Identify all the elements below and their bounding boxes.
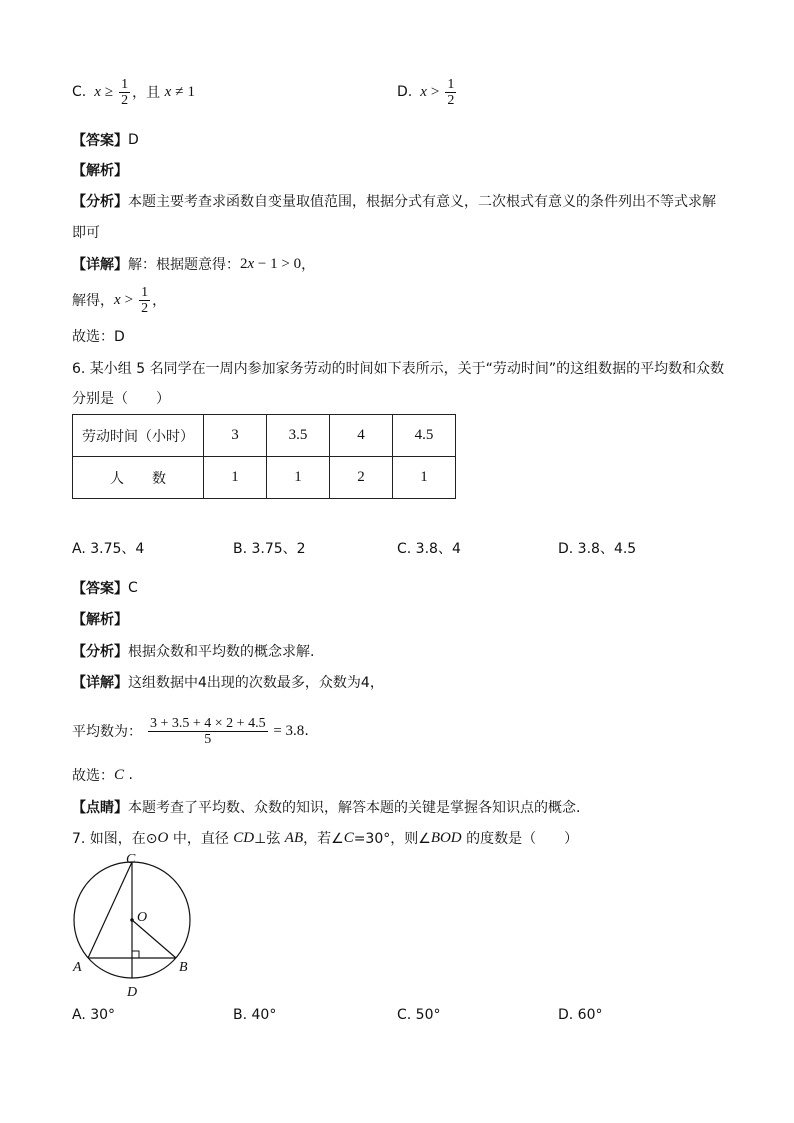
q6-option-d (558, 533, 636, 563)
detail-tag: 【详解】 (72, 257, 128, 273)
mean-fraction (148, 716, 268, 747)
math-operator: > (124, 291, 134, 308)
punctuation: . (124, 767, 133, 783)
question-text: ⊥弦 (254, 831, 285, 847)
q6-mean-calculation (72, 713, 309, 749)
punctuation: . (304, 723, 309, 739)
punctuation: ， (301, 257, 316, 273)
math-variable: x (420, 83, 427, 100)
q6-option-c (397, 533, 461, 563)
q6-analysis (72, 636, 314, 666)
math-operator: ≠ (175, 83, 184, 100)
math-expression: − 1 > 0 (254, 255, 302, 272)
table-cell: 3.5 (267, 415, 330, 457)
question-text: ，若∠ (303, 831, 344, 847)
detail-tag: 【详解】 (72, 675, 128, 691)
q5-detail (72, 249, 315, 279)
math-variable: x (247, 255, 255, 272)
q6-detail (72, 667, 384, 697)
q5-option-d (397, 77, 458, 107)
question-text: 分别是（ ） (72, 391, 170, 407)
math-expression: = 3.8 (269, 722, 305, 739)
q7-option-c (397, 1000, 441, 1030)
fraction (139, 285, 150, 316)
q5-jiexi-heading (72, 155, 128, 185)
table-header-cell: 劳动时间（小时） (73, 415, 204, 457)
punctuation: ， (152, 293, 167, 309)
fraction-denominator: 2 (447, 92, 455, 108)
right-angle-mark (132, 951, 139, 958)
q5-answer (72, 125, 139, 155)
q6-note (72, 792, 580, 822)
answer-tag: 【答案】 (72, 133, 128, 149)
q6-option-a (72, 533, 144, 563)
option-text: B. 40° (233, 1007, 277, 1023)
q6-stem-line-2 (72, 383, 170, 413)
question-text: 7. 如图，在⊙ (72, 831, 158, 847)
question-text: 6. 某小组 5 名同学在一周内参加家务劳动的时间如下表所示，关于“劳动时间”的这组数据的平均数和众数 (72, 361, 725, 377)
math-operator: > (430, 83, 440, 100)
table-row (73, 415, 456, 457)
analysis-tag: 【分析】 (72, 644, 128, 660)
answer-tag: 【答案】 (72, 581, 128, 597)
note-text: 本题考查了平均数、众数的知识，解答本题的关键是掌握各知识点的概念. (128, 800, 581, 816)
label-o: O (137, 910, 148, 925)
table-header-cell: 人 数 (73, 457, 204, 499)
option-text: D. 3.8、4.5 (558, 541, 637, 557)
q5-solve (72, 285, 166, 315)
option-text: C. 3.8、4 (397, 541, 461, 557)
option-text: ，且 (132, 85, 165, 101)
math-variable: BOD (430, 829, 462, 846)
table-cell: 4.5 (393, 415, 456, 457)
fraction (119, 77, 130, 108)
detail-text: 这组数据中4出现的次数最多，众数为4， (128, 675, 384, 691)
q7-option-b (233, 1000, 276, 1030)
q6-stem-line-1 (72, 353, 724, 383)
table-cell: 2 (330, 457, 393, 499)
answer-value: D (128, 132, 139, 148)
math-value: 1 (187, 83, 195, 100)
fraction-numerator: 1 (447, 76, 455, 92)
table-cell: 1 (393, 457, 456, 499)
fraction-numerator: 1 (141, 284, 149, 300)
fraction (445, 77, 456, 108)
fraction-numerator: 3 + 3.5 + 4 × 2 + 4.5 (150, 715, 266, 731)
math-variable: x (114, 291, 121, 308)
math-variable: AB (284, 829, 304, 846)
q5-option-c (72, 77, 195, 107)
option-text: A. 3.75、4 (72, 541, 145, 557)
math-value: 2 (240, 255, 248, 272)
option-text: C. 50° (397, 1007, 441, 1023)
q5-analysis (72, 186, 716, 216)
q6-choose (72, 760, 133, 790)
q5-choose (72, 321, 125, 351)
math-variable: O (157, 829, 169, 846)
jiexi-tag: 【解析】 (72, 612, 128, 628)
answer-value: C (128, 580, 138, 596)
question-text: 中，直径 (168, 831, 234, 847)
fraction-denominator: 5 (148, 731, 268, 747)
q7-option-a (72, 1000, 115, 1030)
q6-answer (72, 573, 138, 603)
math-variable: C (114, 766, 125, 783)
choose-text: 故选：D (72, 329, 125, 345)
jiexi-tag: 【解析】 (72, 163, 128, 179)
question-text: 的度数是（ ） (461, 831, 579, 847)
math-variable: x (164, 83, 172, 100)
circle-geometry-figure (60, 848, 200, 1002)
center-point (130, 918, 134, 922)
q6-jiexi-heading (72, 604, 128, 634)
mean-label: 平均数为： (72, 724, 142, 740)
choose-text: 故选： (72, 768, 114, 784)
analysis-text: 本题主要考查求函数自变量取值范围，根据分式有意义，二次根式有意义的条件列出不等式求解 (128, 194, 716, 210)
label-a: A (73, 960, 82, 975)
math-variable: CD (233, 829, 255, 846)
solve-text: 解得， (72, 293, 114, 309)
table-cell: 4 (330, 415, 393, 457)
analysis-text: 即可 (72, 225, 100, 241)
q6-option-b (233, 533, 306, 563)
detail-text: 解：根据题意得： (128, 257, 240, 273)
table-cell: 1 (267, 457, 330, 499)
question-text: =30°，则∠ (353, 831, 431, 847)
table-cell: 3 (204, 415, 267, 457)
option-label: C. (72, 84, 87, 100)
fraction-numerator: 1 (121, 76, 129, 92)
table-cell: 1 (204, 457, 267, 499)
table-row (73, 457, 456, 499)
analysis-tag: 【分析】 (72, 194, 128, 210)
math-variable: C (343, 829, 354, 846)
analysis-text: 根据众数和平均数的概念求解. (128, 644, 315, 660)
q7-option-d (558, 1000, 603, 1030)
math-operator: ≥ (104, 83, 114, 100)
label-c: C (126, 852, 136, 867)
option-label: D. (397, 84, 413, 100)
q5-analysis-continued (72, 217, 100, 247)
math-variable: x (94, 83, 101, 100)
fraction-denominator: 2 (121, 92, 129, 108)
option-text: A. 30° (72, 1007, 116, 1023)
label-b: B (179, 960, 188, 975)
label-d: D (127, 985, 138, 1000)
fraction-denominator: 2 (141, 300, 149, 316)
option-text: B. 3.75、2 (233, 541, 306, 557)
option-text: D. 60° (558, 1007, 603, 1023)
note-tag: 【点睛】 (72, 800, 128, 816)
labor-time-table (72, 414, 456, 499)
